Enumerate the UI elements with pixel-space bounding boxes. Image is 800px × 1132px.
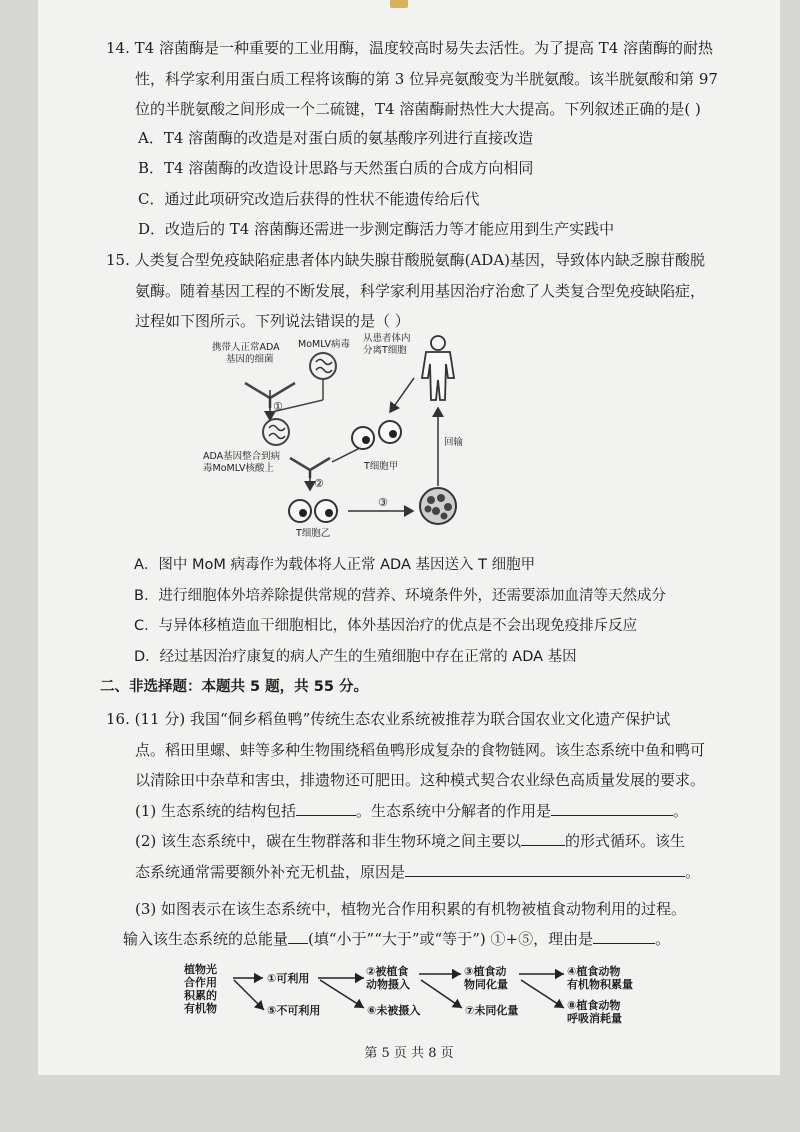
flow-node-6: ⑥未被摄入 [367, 1004, 421, 1017]
cell-a-label: T细胞甲 [364, 461, 399, 472]
t-cell-b-icon [289, 500, 337, 522]
recombined-virus-icon [263, 419, 289, 445]
flow-node-8b: 呼吸消耗量 [567, 1012, 622, 1025]
flow-node-4a: ④植食动物 [567, 965, 621, 978]
flow-node-2a: ②被植食 [366, 965, 409, 978]
q15-stem-line-3: 过程如下图所示。下列说法错误的是（ ） [135, 312, 410, 330]
q15-stem-line-2: 氨酶。随着基因工程的不断发展，科学家利用基因治疗治愈了人类复合型免疫缺陷症， [135, 282, 706, 300]
q15-stem-line-1: 15. 人类复合型免疫缺陷症患者体内缺失腺苷酸脱氨酶(ADA)基因，导致体内缺乏腺苷酸脱 [106, 251, 706, 269]
q16-sub1-text-c: 。 [673, 802, 689, 820]
q15-option-a: A．图中 MoM 病毒作为载体将人正常 ADA 基因送入 T 细胞甲 [134, 557, 536, 573]
flow-node-7: ⑦未同化量 [465, 1004, 519, 1017]
page-number: 第 5 页 共 8 页 [364, 1046, 454, 1061]
q14-option-a: A．T4 溶菌酶的改造是对蛋白质的氨基酸序列进行直接改造 [138, 129, 534, 147]
patient-label-2: 分离T细胞 [363, 345, 407, 356]
q16-sub1-blank-2[interactable] [551, 801, 673, 816]
q16-stem-line-1: 16. (11 分) 我国“侗乡稻鱼鸭”传统生态农业系统被推荐为联合国农业文化遗产保护试 [106, 710, 671, 728]
q16-sub2-text-a: (2) 该生态系统中，碳在生物群落和非生物环境之间主要以 [135, 832, 522, 850]
q14-option-d: D．改造后的 T4 溶菌酶还需进一步测定酶活力等才能应用到生产实践中 [138, 220, 615, 238]
culture-dish-icon [420, 488, 456, 524]
cell-a-line [332, 448, 360, 462]
q15-option-c: C．与异体移植造血干细胞相比，体外基因治疗的优点是不会出现免疫排斥反应 [134, 618, 638, 634]
flow-source-2: 合作用 [184, 976, 217, 989]
flow-node-8a: ⑧植食动物 [567, 999, 621, 1012]
q16-sub1 [135, 801, 688, 821]
step2-label: ② [314, 477, 324, 490]
q14-option-b: B．T4 溶菌酶的改造设计思路与天然蛋白质的合成方向相同 [138, 159, 534, 177]
q16-sub2-line-2 [135, 862, 700, 882]
q16-sub3-blank-2[interactable] [593, 929, 655, 944]
t-cell-a-icon [352, 421, 401, 449]
recombined-label-1: ADA基因整合到病 [203, 451, 281, 462]
flow-source-1: 植物光 [184, 963, 217, 976]
flow-node-4b: 有机物积累量 [567, 978, 633, 991]
q16-sub3-line-1: (3) 如图表示在该生态系统中，植物光合作用积累的有机物被植食动物利用的过程。 [135, 900, 687, 918]
q15-option-b: B．进行细胞体外培养除提供常规的营养、环境条件外，还需要添加血清等天然成分 [134, 588, 666, 604]
q16-sub2-text-b: 的形式循环。该生 [565, 832, 686, 850]
q16-sub2-blank-1[interactable] [521, 831, 565, 846]
cell-b-label: T细胞乙 [296, 528, 331, 539]
q16-sub3-text-d: 。 [655, 930, 671, 948]
flow-node-3b: 物同化量 [464, 978, 508, 991]
q14-stem-line-2: 性，科学家利用蛋白质工程将该酶的第 3 位异亮氨酸变为半胱氨酸。该半胱氨酸和第 97 [135, 70, 718, 88]
q16-sub2-text-c: 态系统通常需要额外补充无机盐，原因是 [135, 863, 406, 881]
patient-icon [422, 336, 454, 400]
bacteria-label-1: 携带人正常ADA [212, 342, 280, 353]
flow-node-5: ⑤不可利用 [267, 1004, 321, 1017]
exam-page [38, 0, 780, 1075]
flow-node-2b: 动物摄入 [366, 978, 410, 991]
q16-sub1-blank-1[interactable] [296, 801, 356, 816]
patient-label-1: 从患者体内 [363, 333, 411, 344]
bacteria-label-2: 基因的细菌 [226, 354, 274, 365]
q16-sub2-line-1 [135, 831, 685, 851]
return-label: 回输 [444, 437, 464, 448]
q16-sub2-blank-2[interactable] [405, 862, 685, 877]
q16-stem-line-2: 点。稻田里螺、蚌等多种生物围绕稻鱼鸭形成复杂的食物链网。该生态系统中鱼和鸭可 [135, 741, 706, 759]
recombined-label-2: 毒MoMLV核酸上 [203, 463, 274, 474]
section2-heading: 二、非选择题：本题共 5 题，共 55 分。 [100, 679, 368, 695]
q16-sub3-line-2 [123, 929, 670, 949]
gene-therapy-diagram-arrows [38, 0, 780, 560]
q14-option-c: C．通过此项研究改造后获得的性状不能遗传给后代 [138, 190, 480, 208]
q16-sub3-text-b: 输入该生态系统的总能量 [123, 930, 289, 948]
flow-node-1: ①可利用 [267, 972, 310, 985]
q16-sub1-text-b: 。生态系统中分解者的作用是 [356, 802, 552, 820]
q16-sub3-text-c: (填“小于”“大于”或“等于”) ①+⑤，理由是 [308, 930, 594, 948]
q14-stem-line-3: 位的半胱氨酸之间形成一个二硫键，T4 溶菌酶耐热性大大提高。下列叙述正确的是( ) [135, 100, 701, 118]
flow-source-3: 积累的 [184, 989, 217, 1002]
q16-stem-line-3: 以清除田中杂草和害虫，排遗物还可肥田。这种模式契合农业绿色高质量发展的要求。 [135, 771, 706, 789]
q14-stem-line-1: 14. T4 溶菌酶是一种重要的工业用酶，温度较高时易失去活性。为了提高 T4 溶菌酶的耐热 [106, 39, 714, 57]
virus-icon [310, 353, 336, 379]
virus-label: MoMLV病毒 [298, 339, 350, 350]
q16-sub2-text-d: 。 [685, 863, 701, 881]
step3-label: ③ [378, 496, 388, 509]
patient-arrow [390, 378, 414, 412]
q16-sub1-text-a: (1) 生态系统的结构包括 [135, 802, 297, 820]
flow-node-3a: ③植食动 [464, 965, 507, 978]
flow-source-4: 有机物 [184, 1002, 217, 1015]
q16-sub3-blank-1[interactable] [288, 929, 308, 944]
q15-option-d: D．经过基因治疗康复的病人产生的生殖细胞中存在正常的 ADA 基因 [134, 649, 577, 665]
step1-label: ① [273, 400, 283, 413]
